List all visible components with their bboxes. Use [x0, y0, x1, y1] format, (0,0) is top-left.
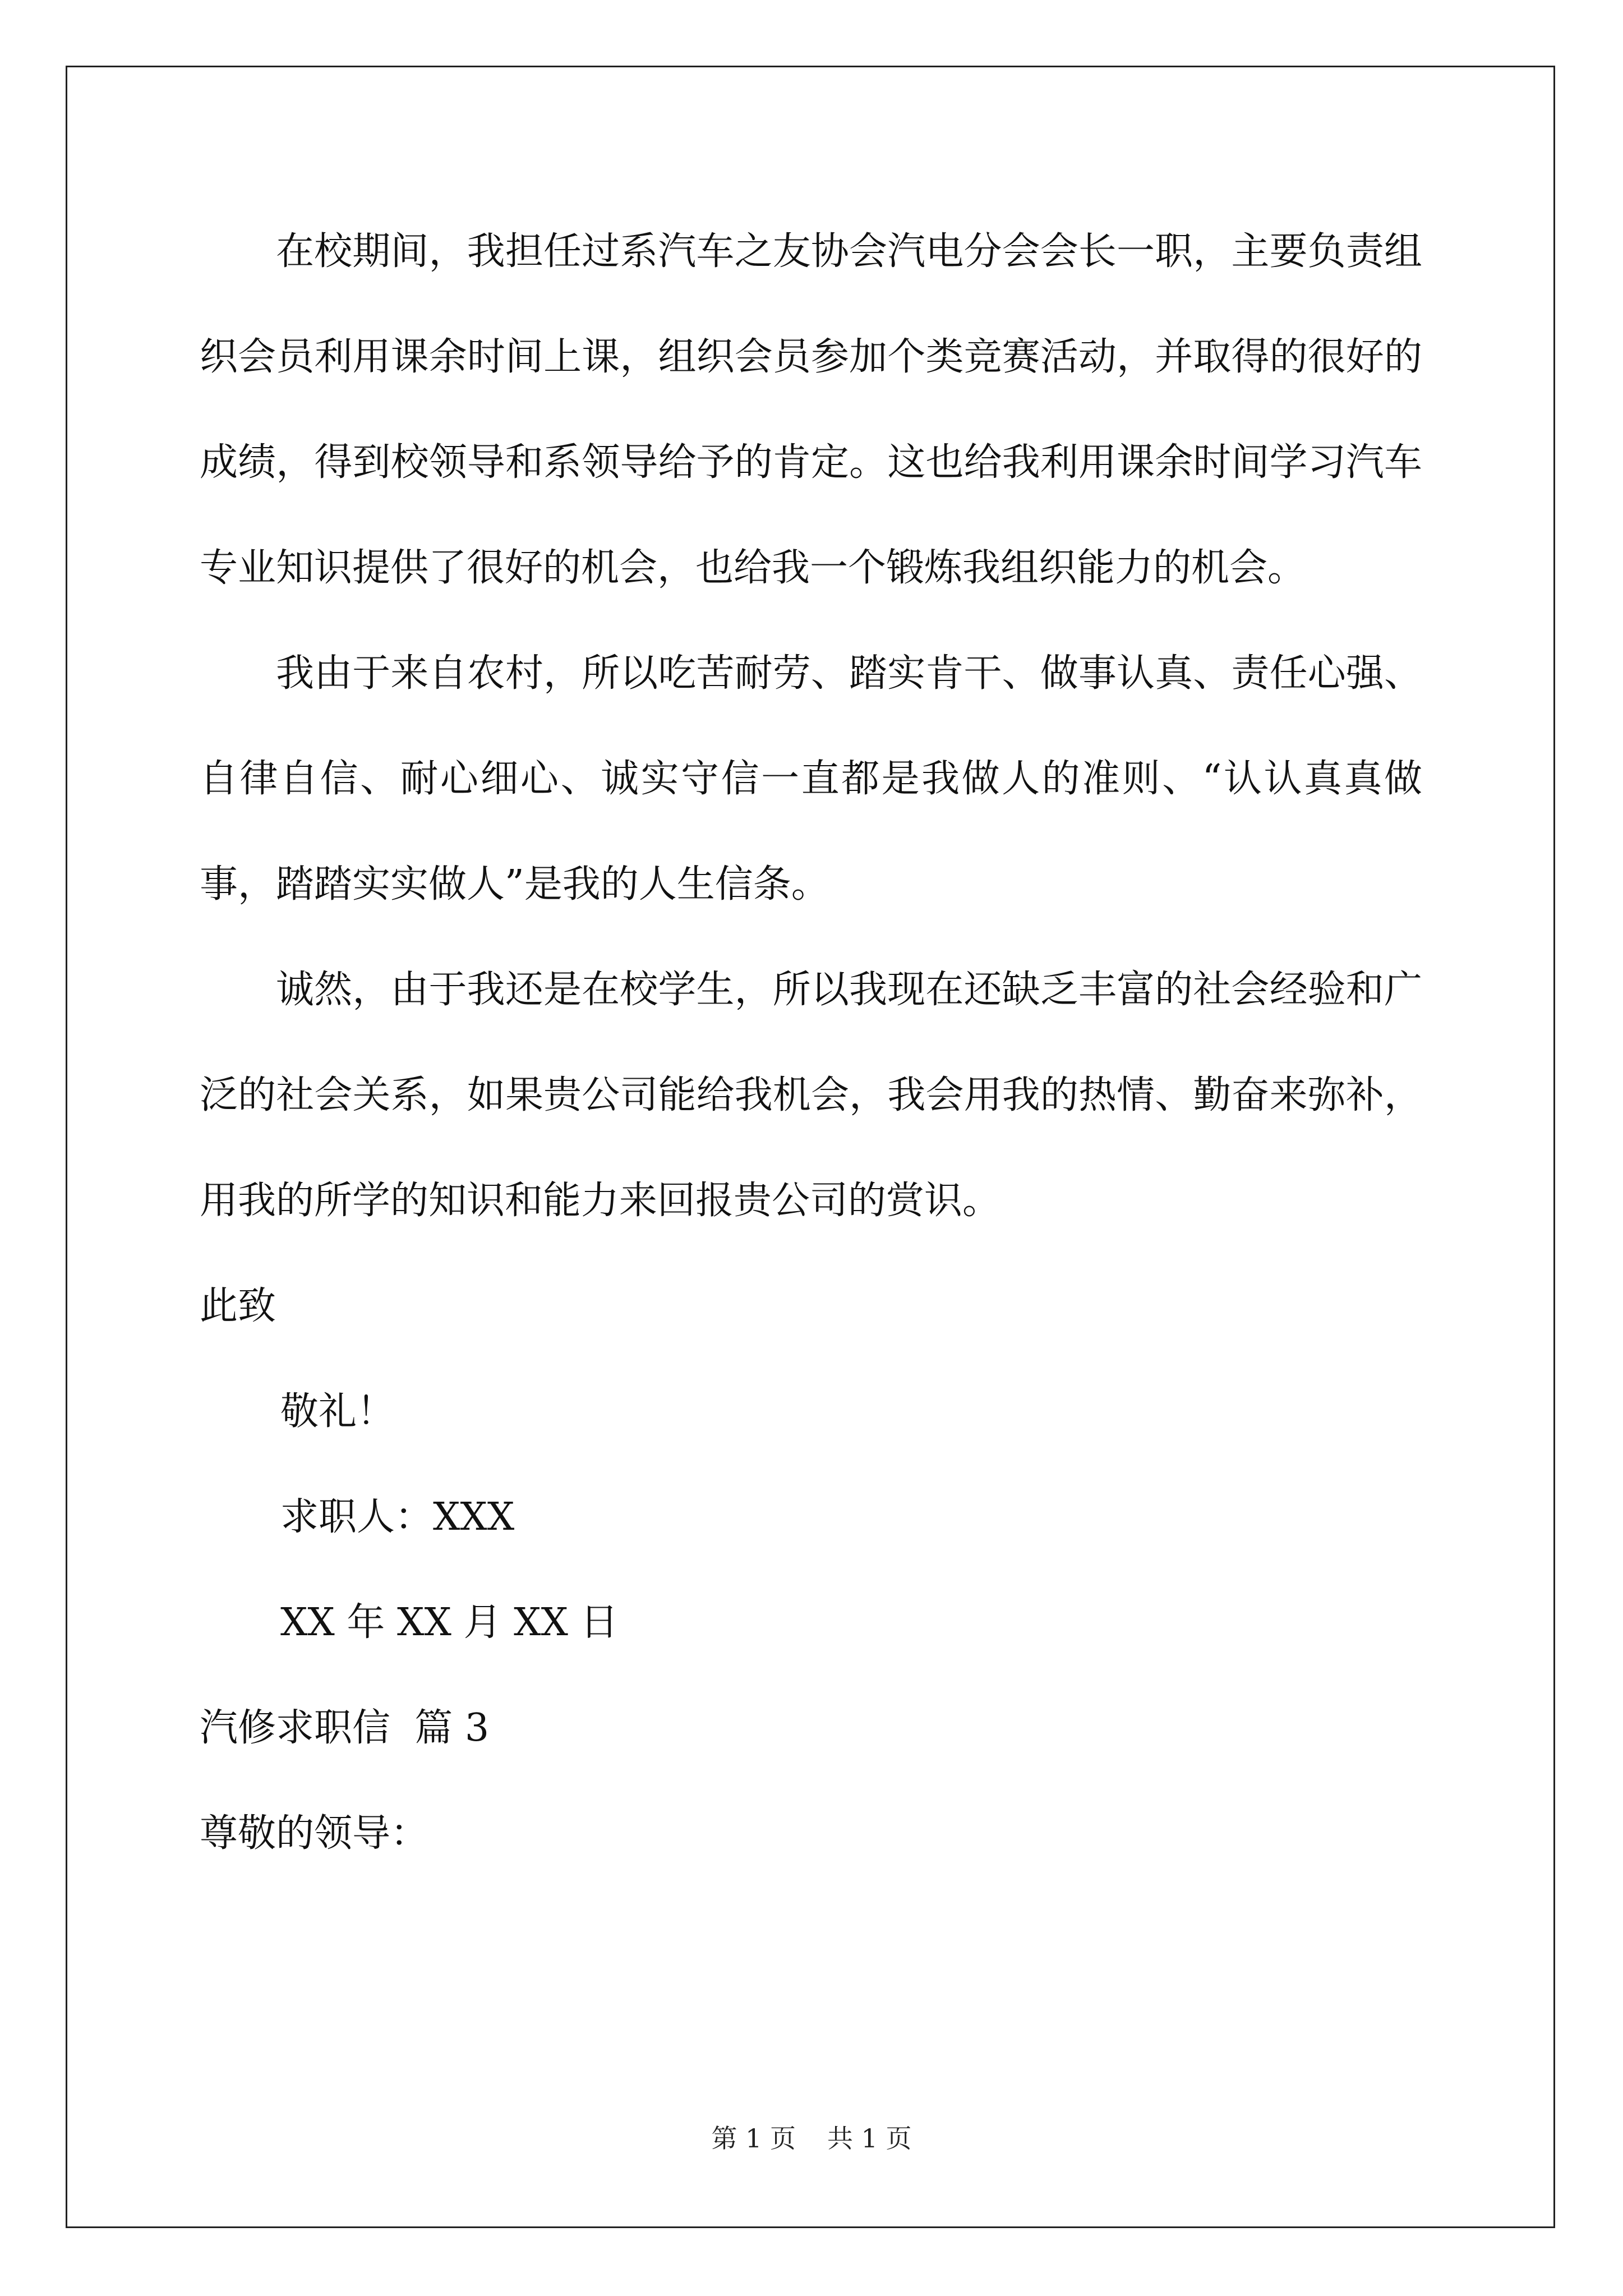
page-footer: [0, 2122, 1623, 2155]
document-body: [200, 199, 1422, 1887]
section-title: 汽修求职信 篇 3: [200, 1706, 490, 1750]
page-number-current: 第 1 页: [711, 2123, 796, 2154]
page-number-total: 共 1 页: [827, 2123, 912, 2154]
signature-line: 求职人：XXX: [280, 1495, 515, 1539]
closing-line: 此致: [200, 1284, 276, 1328]
paragraph-school-activities: 在校期间，我担任过系汽车之友协会汽电分会会长一职，主要负责组织会员利用课余时间上课，组织会员参加个类竞赛活动，并取得的很好的成绩，得到校领导和系领导给予的肯定。这也给我利用课余时间学习汽车专业知识提供了很好的机会，也给我一个锻炼我组织能力的机会。: [200, 229, 1422, 590]
greeting-line: 尊敬的领导：: [200, 1811, 429, 1856]
date-line: XX 年 XX 月 XX 日: [280, 1600, 619, 1645]
salute-line: 敬礼！: [280, 1389, 395, 1434]
paragraph-personal-qualities: 我由于来自农村，所以吃苦耐劳、踏实肯干、做事认真、责任心强、自律自信、耐心细心、诚实守信一直都是我做人的准则、“认认真真做事，踏踏实实做人”是我的人生信条。: [200, 651, 1422, 907]
paragraph-experience-request: 诚然，由于我还是在校学生，所以我现在还缺乏丰富的社会经验和广泛的社会关系，如果贵公司能给我机会，我会用我的热情、勤奋来弥补，用我的所学的知识和能力来回报贵公司的赏识。: [200, 968, 1422, 1223]
